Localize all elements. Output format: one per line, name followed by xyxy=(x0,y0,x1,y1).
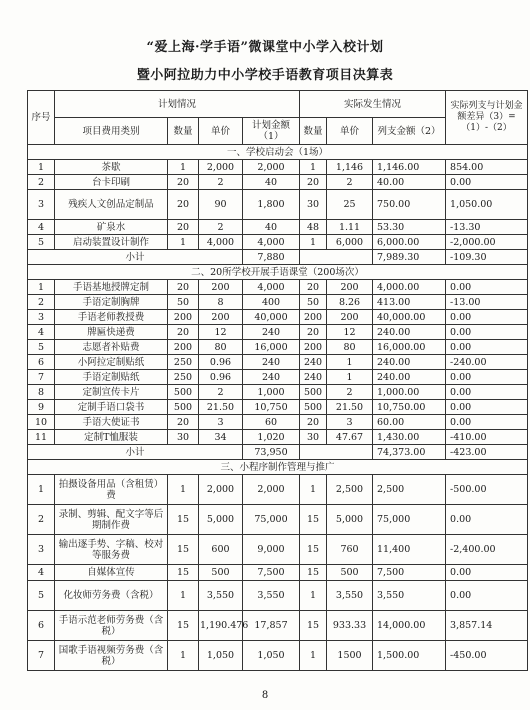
table-row xyxy=(28,220,528,235)
row-plan-amount: 60 xyxy=(243,415,300,430)
row-plan-amount: 240 xyxy=(243,355,300,370)
row-qty: 1 xyxy=(168,160,199,175)
row-actual-amount: 14,000.00 xyxy=(373,611,446,641)
row-item: 国歌手语视频劳务费（含税） xyxy=(55,641,168,671)
row-actual-qty: 50 xyxy=(300,295,327,310)
header-actual-price: 单价 xyxy=(327,118,373,145)
table-row xyxy=(28,310,528,325)
row-plan-amount: 4,000 xyxy=(243,280,300,295)
row-actual-qty: 240 xyxy=(300,370,327,385)
row-actual-qty: 1 xyxy=(300,235,327,250)
row-actual-price: 5,000 xyxy=(327,505,373,535)
row-item: 录制、剪辑、配文字等后期制作费 xyxy=(55,505,168,535)
header-actual-qty: 数量 xyxy=(300,118,327,145)
table-row xyxy=(28,175,528,190)
row-qty: 20 xyxy=(168,220,199,235)
row-actual-price: 1 xyxy=(327,355,373,370)
row-qty: 500 xyxy=(168,385,199,400)
row-actual-price: 1500 xyxy=(327,641,373,671)
row-item: 矿泉水 xyxy=(55,220,168,235)
section-header-row xyxy=(28,460,528,475)
row-actual-price: 200 xyxy=(327,310,373,325)
row-actual-price: 80 xyxy=(327,340,373,355)
row-item: 拍摄设备用品（含租赁）费 xyxy=(55,475,168,505)
row-actual-amount: 7,500 xyxy=(373,565,446,581)
table-row xyxy=(28,475,528,505)
table-row xyxy=(28,385,528,400)
row-actual-price: 3,550 xyxy=(327,581,373,611)
row-number: 8 xyxy=(28,385,55,400)
subtotal-diff: -423.00 xyxy=(446,445,528,460)
row-actual-price: 1,146 xyxy=(327,160,373,175)
row-number: 6 xyxy=(28,611,55,641)
row-actual-price: 1.11 xyxy=(327,220,373,235)
row-item: 手语基地授牌定制 xyxy=(55,280,168,295)
header-diff: 实际列支与计划金额差异（3）=（1）-（2） xyxy=(446,91,528,145)
row-actual-amount: 1,500.00 xyxy=(373,641,446,671)
row-price: 12 xyxy=(199,325,243,340)
row-actual-amount: 16,000.00 xyxy=(373,340,446,355)
row-actual-amount: 240.00 xyxy=(373,355,446,370)
row-plan-amount: 40 xyxy=(243,175,300,190)
row-diff: -410.00 xyxy=(446,430,528,445)
row-number: 1 xyxy=(28,160,55,175)
row-qty: 20 xyxy=(168,415,199,430)
row-diff: -500.00 xyxy=(446,475,528,505)
row-item: 手语定制贴纸 xyxy=(55,370,168,385)
row-actual-qty: 48 xyxy=(300,220,327,235)
row-plan-amount: 7,500 xyxy=(243,565,300,581)
row-price: 0.96 xyxy=(199,370,243,385)
row-plan-amount: 16,000 xyxy=(243,340,300,355)
header-qty: 数量 xyxy=(168,118,199,145)
row-number: 1 xyxy=(28,280,55,295)
row-actual-price: 21.50 xyxy=(327,400,373,415)
subtotal-empty xyxy=(300,445,373,460)
row-actual-price: 2 xyxy=(327,385,373,400)
section-title: 一、学校启动会（1场） xyxy=(28,145,528,160)
subtotal-diff: -109.30 xyxy=(446,250,528,265)
row-actual-qty: 20 xyxy=(300,280,327,295)
row-actual-qty: 15 xyxy=(300,535,327,565)
row-qty: 500 xyxy=(168,400,199,415)
row-number: 3 xyxy=(28,310,55,325)
row-actual-amount: 750.00 xyxy=(373,190,446,220)
row-price: 2 xyxy=(199,220,243,235)
row-item: 手语大使证书 xyxy=(55,415,168,430)
row-diff: 0.00 xyxy=(446,505,528,535)
row-actual-qty: 1 xyxy=(300,475,327,505)
subtotal-plan: 73,950 xyxy=(243,445,300,460)
row-plan-amount: 2,000 xyxy=(243,475,300,505)
row-actual-qty: 500 xyxy=(300,385,327,400)
row-qty: 20 xyxy=(168,325,199,340)
row-price: 2 xyxy=(199,385,243,400)
row-price: 1,050 xyxy=(199,641,243,671)
section-title: 三、小程序制作管理与推广 xyxy=(28,460,528,475)
subtotal-label: 小计 xyxy=(28,445,243,460)
row-actual-amount: 2,500 xyxy=(373,475,446,505)
row-plan-amount: 40,000 xyxy=(243,310,300,325)
row-price: 1,190.476 xyxy=(199,611,243,641)
row-actual-amount: 240.00 xyxy=(373,370,446,385)
row-actual-qty: 240 xyxy=(300,355,327,370)
row-plan-amount: 17,857 xyxy=(243,611,300,641)
row-number: 5 xyxy=(28,581,55,611)
row-diff: 0.00 xyxy=(446,280,528,295)
row-diff: 0.00 xyxy=(446,400,528,415)
table-row xyxy=(28,535,528,565)
table-row xyxy=(28,160,528,175)
header-category: 项目费用类别 xyxy=(55,118,168,145)
row-diff: 0.00 xyxy=(446,325,528,340)
table-row xyxy=(28,370,528,385)
row-actual-price: 933.33 xyxy=(327,611,373,641)
row-actual-qty: 1 xyxy=(300,641,327,671)
row-actual-qty: 15 xyxy=(300,565,327,581)
row-number: 11 xyxy=(28,430,55,445)
header-plan-amount: 计划金额（1） xyxy=(243,118,300,145)
row-price: 3 xyxy=(199,415,243,430)
row-number: 2 xyxy=(28,175,55,190)
row-price: 200 xyxy=(199,310,243,325)
row-qty: 250 xyxy=(168,355,199,370)
row-item: 残疾人文创品定制品 xyxy=(55,190,168,220)
row-actual-amount: 1,146.00 xyxy=(373,160,446,175)
row-item: 小阿拉定制贴纸 xyxy=(55,355,168,370)
table-row xyxy=(28,190,528,220)
row-actual-price: 1 xyxy=(327,370,373,385)
document-title-line2: 暨小阿拉助力中小学校手语教育项目决算表 xyxy=(136,68,394,83)
row-actual-price: 2,500 xyxy=(327,475,373,505)
row-price: 8 xyxy=(199,295,243,310)
row-diff: 1,050.00 xyxy=(446,190,528,220)
row-actual-price: 6,000 xyxy=(327,235,373,250)
subtotal-row xyxy=(28,250,528,265)
row-actual-price: 500 xyxy=(327,565,373,581)
table-row xyxy=(28,581,528,611)
row-diff: 0.00 xyxy=(446,581,528,611)
row-actual-price: 12 xyxy=(327,325,373,340)
row-diff: -13.30 xyxy=(446,220,528,235)
row-item: 手语示范老师劳务费（含税） xyxy=(55,611,168,641)
row-actual-qty: 1 xyxy=(300,581,327,611)
row-plan-amount: 1,050 xyxy=(243,641,300,671)
row-qty: 15 xyxy=(168,565,199,581)
row-plan-amount: 3,550 xyxy=(243,581,300,611)
row-item: 化妆师劳务费（含税） xyxy=(55,581,168,611)
table-row xyxy=(28,295,528,310)
row-actual-amount: 60.00 xyxy=(373,415,446,430)
row-diff: 0.00 xyxy=(446,175,528,190)
row-qty: 20 xyxy=(168,280,199,295)
row-plan-amount: 2,000 xyxy=(243,160,300,175)
row-price: 600 xyxy=(199,535,243,565)
row-plan-amount: 10,750 xyxy=(243,400,300,415)
table-row xyxy=(28,430,528,445)
row-item: 手语老师教授费 xyxy=(55,310,168,325)
row-diff: 0.00 xyxy=(446,565,528,581)
row-number: 3 xyxy=(28,535,55,565)
row-plan-amount: 240 xyxy=(243,325,300,340)
budget-table xyxy=(27,90,528,671)
row-actual-price: 25 xyxy=(327,190,373,220)
row-actual-amount: 3,550 xyxy=(373,581,446,611)
row-qty: 30 xyxy=(168,430,199,445)
row-actual-qty: 15 xyxy=(300,505,327,535)
row-item: 志愿者补贴费 xyxy=(55,340,168,355)
row-plan-amount: 1,020 xyxy=(243,430,300,445)
row-actual-qty: 20 xyxy=(300,175,327,190)
subtotal-actual: 74,373.00 xyxy=(373,445,446,460)
row-actual-qty: 20 xyxy=(300,325,327,340)
row-item: 启动装置设计制作 xyxy=(55,235,168,250)
row-actual-qty: 20 xyxy=(300,415,327,430)
row-plan-amount: 40 xyxy=(243,220,300,235)
document-title-line1: “爱上海·学手语”微课堂中小学入校计划 xyxy=(146,40,384,55)
header-actual: 实际发生情况 xyxy=(300,91,446,118)
row-price: 80 xyxy=(199,340,243,355)
row-actual-amount: 11,400 xyxy=(373,535,446,565)
row-price: 2,000 xyxy=(199,475,243,505)
row-plan-amount: 1,000 xyxy=(243,385,300,400)
header-seq: 序号 xyxy=(28,91,55,145)
row-actual-price: 760 xyxy=(327,535,373,565)
row-number: 2 xyxy=(28,295,55,310)
row-item: 定制手语口袋书 xyxy=(55,400,168,415)
row-number: 7 xyxy=(28,641,55,671)
row-number: 4 xyxy=(28,220,55,235)
row-diff: 0.00 xyxy=(446,370,528,385)
row-diff: -2,400.00 xyxy=(446,535,528,565)
row-actual-amount: 75,000 xyxy=(373,505,446,535)
row-number: 10 xyxy=(28,415,55,430)
table-row xyxy=(28,565,528,581)
row-actual-amount: 6,000.00 xyxy=(373,235,446,250)
row-price: 21.50 xyxy=(199,400,243,415)
row-actual-amount: 240.00 xyxy=(373,325,446,340)
row-actual-qty: 200 xyxy=(300,340,327,355)
row-price: 2,000 xyxy=(199,160,243,175)
row-actual-price: 200 xyxy=(327,280,373,295)
row-actual-qty: 500 xyxy=(300,400,327,415)
row-diff: 0.00 xyxy=(446,340,528,355)
row-qty: 200 xyxy=(168,310,199,325)
table-row xyxy=(28,505,528,535)
page-number: 8 xyxy=(261,690,269,701)
row-qty: 250 xyxy=(168,370,199,385)
row-item: 定制宣传卡片 xyxy=(55,385,168,400)
row-actual-qty: 200 xyxy=(300,310,327,325)
row-qty: 1 xyxy=(168,475,199,505)
row-actual-amount: 40,000.00 xyxy=(373,310,446,325)
header-plan: 计划情况 xyxy=(55,91,300,118)
table-row xyxy=(28,641,528,671)
row-number: 4 xyxy=(28,565,55,581)
row-actual-amount: 40.00 xyxy=(373,175,446,190)
subtotal-row xyxy=(28,445,528,460)
row-number: 5 xyxy=(28,340,55,355)
row-qty: 1 xyxy=(168,235,199,250)
row-qty: 50 xyxy=(168,295,199,310)
row-actual-amount: 4,000.00 xyxy=(373,280,446,295)
row-actual-qty: 30 xyxy=(300,430,327,445)
row-price: 500 xyxy=(199,565,243,581)
subtotal-label: 小计 xyxy=(28,250,243,265)
row-item: 牌匾快递费 xyxy=(55,325,168,340)
row-qty: 15 xyxy=(168,505,199,535)
row-price: 90 xyxy=(199,190,243,220)
row-price: 2 xyxy=(199,175,243,190)
row-diff: 0.00 xyxy=(446,385,528,400)
section-title: 二、20所学校开展手语课堂（200场次） xyxy=(28,265,528,280)
row-qty: 1 xyxy=(168,641,199,671)
row-price: 4,000 xyxy=(199,235,243,250)
row-actual-price: 8.26 xyxy=(327,295,373,310)
row-item: 定制T恤服装 xyxy=(55,430,168,445)
row-price: 3,550 xyxy=(199,581,243,611)
row-diff: 854.00 xyxy=(446,160,528,175)
subtotal-empty xyxy=(300,250,373,265)
row-qty: 1 xyxy=(168,581,199,611)
section-header-row xyxy=(28,145,528,160)
row-actual-amount: 10,750.00 xyxy=(373,400,446,415)
row-diff: 3,857.14 xyxy=(446,611,528,641)
row-number: 3 xyxy=(28,190,55,220)
row-diff: -2,000.00 xyxy=(446,235,528,250)
header-price: 单价 xyxy=(199,118,243,145)
row-actual-price: 3 xyxy=(327,415,373,430)
row-number: 6 xyxy=(28,355,55,370)
row-qty: 20 xyxy=(168,190,199,220)
row-number: 7 xyxy=(28,370,55,385)
table-row xyxy=(28,415,528,430)
row-diff: -240.00 xyxy=(446,355,528,370)
row-plan-amount: 4,000 xyxy=(243,235,300,250)
table-row xyxy=(28,235,528,250)
row-qty: 20 xyxy=(168,175,199,190)
row-price: 34 xyxy=(199,430,243,445)
row-diff: 0.00 xyxy=(446,415,528,430)
row-qty: 15 xyxy=(168,535,199,565)
row-actual-amount: 1,430.00 xyxy=(373,430,446,445)
row-qty: 15 xyxy=(168,611,199,641)
row-qty: 200 xyxy=(168,340,199,355)
row-price: 200 xyxy=(199,280,243,295)
table-row xyxy=(28,400,528,415)
row-item: 自媒体宣传 xyxy=(55,565,168,581)
row-plan-amount: 240 xyxy=(243,370,300,385)
row-diff: -13.00 xyxy=(446,295,528,310)
row-actual-price: 2 xyxy=(327,175,373,190)
header-actual-amount: 列支金额（2） xyxy=(373,118,446,145)
row-item: 手语定制胸牌 xyxy=(55,295,168,310)
row-number: 2 xyxy=(28,505,55,535)
row-actual-amount: 413.00 xyxy=(373,295,446,310)
table-row xyxy=(28,355,528,370)
row-actual-qty: 30 xyxy=(300,190,327,220)
row-number: 5 xyxy=(28,235,55,250)
row-actual-amount: 53.30 xyxy=(373,220,446,235)
table-row xyxy=(28,340,528,355)
row-number: 1 xyxy=(28,475,55,505)
row-number: 4 xyxy=(28,325,55,340)
row-price: 0.96 xyxy=(199,355,243,370)
row-diff: -450.00 xyxy=(446,641,528,671)
row-actual-qty: 1 xyxy=(300,160,327,175)
row-plan-amount: 1,800 xyxy=(243,190,300,220)
section-header-row xyxy=(28,265,528,280)
table-row xyxy=(28,280,528,295)
table-row xyxy=(28,611,528,641)
subtotal-plan: 7,880 xyxy=(243,250,300,265)
subtotal-actual: 7,989.30 xyxy=(373,250,446,265)
row-item: 茶歇 xyxy=(55,160,168,175)
row-actual-price: 47.67 xyxy=(327,430,373,445)
table-row xyxy=(28,325,528,340)
row-item: 台卡印刷 xyxy=(55,175,168,190)
row-price: 5,000 xyxy=(199,505,243,535)
row-number: 9 xyxy=(28,400,55,415)
row-plan-amount: 400 xyxy=(243,295,300,310)
row-actual-qty: 15 xyxy=(300,611,327,641)
row-plan-amount: 9,000 xyxy=(243,535,300,565)
row-diff: 0.00 xyxy=(446,310,528,325)
row-actual-amount: 1,000.00 xyxy=(373,385,446,400)
row-item: 输出逐手势、字稿、校对等服务费 xyxy=(55,535,168,565)
row-plan-amount: 75,000 xyxy=(243,505,300,535)
